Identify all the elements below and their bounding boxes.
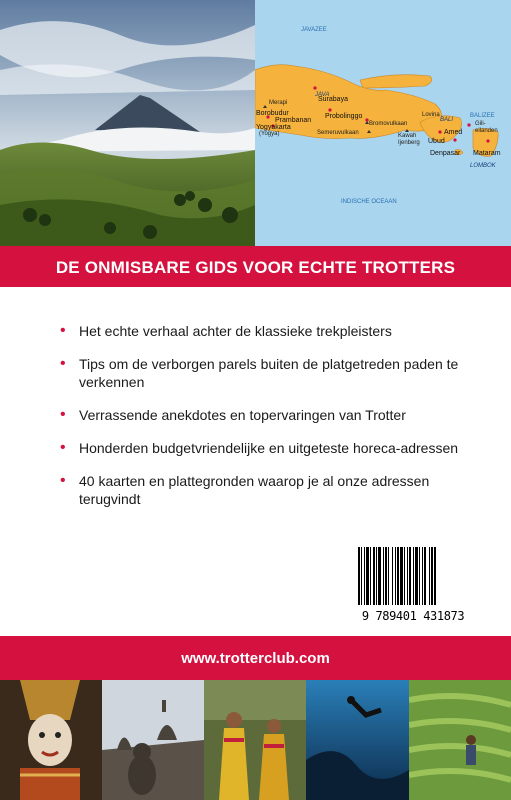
list-item <box>60 406 480 424</box>
map-label-denpasar: Denpasar <box>430 150 461 157</box>
barcode-bar <box>407 547 408 605</box>
map-label-yogya: (Yogya) <box>259 131 280 137</box>
map-label-mataram: Mataram <box>473 150 501 157</box>
map-label-java: JAVA <box>315 92 330 98</box>
puppet-photo <box>0 680 102 800</box>
tagline-text: DE ONMISBARE GIDS VOOR ECHTE TROTTERS <box>55 258 456 277</box>
borobudur-photo <box>102 680 204 800</box>
barcode-bar <box>409 547 411 605</box>
tagline-banner <box>0 246 511 287</box>
dancers-photo <box>204 680 306 800</box>
barcode-bar <box>361 547 362 605</box>
barcode-bar <box>373 547 375 605</box>
isbn-number: 9 789401 431873 <box>361 609 465 623</box>
list-item <box>60 472 480 508</box>
map-label-merapi: Merapi <box>269 100 288 106</box>
barcode-bar <box>383 547 384 605</box>
map-label-eilanden: eilanden <box>475 128 498 134</box>
barcode-bar <box>392 547 393 605</box>
map-label-ijenberg: Ijenberg <box>398 140 420 146</box>
map-label-bromovulkaan: Bromovulkaan <box>369 121 408 127</box>
barcode-bar <box>415 547 418 605</box>
photo-strip <box>0 680 511 800</box>
map-label-javazee: JAVAZEE <box>301 27 327 33</box>
barcode-bar <box>358 547 360 605</box>
map-label-probolinggo: Probolinggo <box>325 113 363 120</box>
map-label-lombok: LOMBOK <box>470 163 496 169</box>
feature-text: Verrassende anekdotes en topervaringen van Trotter <box>79 407 406 423</box>
bullet-icon: • <box>60 322 66 339</box>
map-label-lovina: Lovina <box>422 112 440 118</box>
bullet-icon: • <box>60 406 66 423</box>
feature-text: Tips om de verborgen parels buiten de platgetreden paden te verkennen <box>79 356 459 390</box>
isbn-barcode <box>356 545 470 623</box>
map-label-borobudur: Borobudur <box>256 110 289 117</box>
map-label-balizee: BALIZEE <box>470 113 495 119</box>
rice-terraces-photo <box>409 680 511 800</box>
diver-photo <box>306 680 409 800</box>
barcode-bar <box>424 547 426 605</box>
barcode-bar <box>388 547 389 605</box>
barcode-bar <box>366 547 369 605</box>
barcode-bar <box>397 547 399 605</box>
barcode-bar <box>385 547 387 605</box>
java-bali-map <box>255 0 511 246</box>
barcode-bar <box>376 547 377 605</box>
list-item <box>60 322 480 340</box>
bullet-icon: • <box>60 355 66 372</box>
map-label-semeruvulkaan: Semeruvulkaan <box>317 130 359 136</box>
barcode-bar <box>434 547 436 605</box>
bullet-icon: • <box>60 439 66 456</box>
list-item <box>60 355 480 391</box>
map-label-prambanan: Prambanan <box>275 117 312 124</box>
map-label-bali: BALI <box>440 117 454 123</box>
barcode-bar <box>400 547 403 605</box>
barcode-bar <box>422 547 423 605</box>
map-label-gili: Gili- <box>475 121 486 127</box>
list-item <box>60 439 480 457</box>
barcode-bar <box>431 547 433 605</box>
website-banner <box>0 636 511 680</box>
feature-text: 40 kaarten en plattegronden waarop je al onze adressen terugvindt <box>79 473 430 507</box>
barcode-bar <box>413 547 414 605</box>
barcode-bar <box>429 547 430 605</box>
map-label-indische-oceaan: INDISCHE OCEAAN <box>341 199 397 205</box>
map-label-surabaya: Surabaya <box>318 96 348 103</box>
map-label-ubud: Ubud <box>428 138 445 145</box>
website-link[interactable]: www.trotterclub.com <box>181 650 330 667</box>
map-label-yogyakarta: Yogyakarta <box>256 124 291 131</box>
barcode-bar <box>378 547 381 605</box>
volcano-photo <box>0 0 255 246</box>
map-label-kawah: Kawah <box>398 133 417 139</box>
feature-text: Honderden budgetvriendelijke en uitgeteste horeca-adressen <box>79 440 459 456</box>
barcode-bar <box>364 547 365 605</box>
barcode-bar <box>419 547 420 605</box>
feature-list <box>60 322 480 523</box>
barcode-bar <box>395 547 396 605</box>
feature-text: Het echte verhaal achter de klassieke trekpleisters <box>79 323 392 339</box>
barcode-bar <box>370 547 371 605</box>
bullet-icon: • <box>60 472 66 489</box>
map-label-amed: Amed <box>444 129 463 136</box>
barcode-icon <box>356 545 470 607</box>
barcode-bar <box>404 547 405 605</box>
